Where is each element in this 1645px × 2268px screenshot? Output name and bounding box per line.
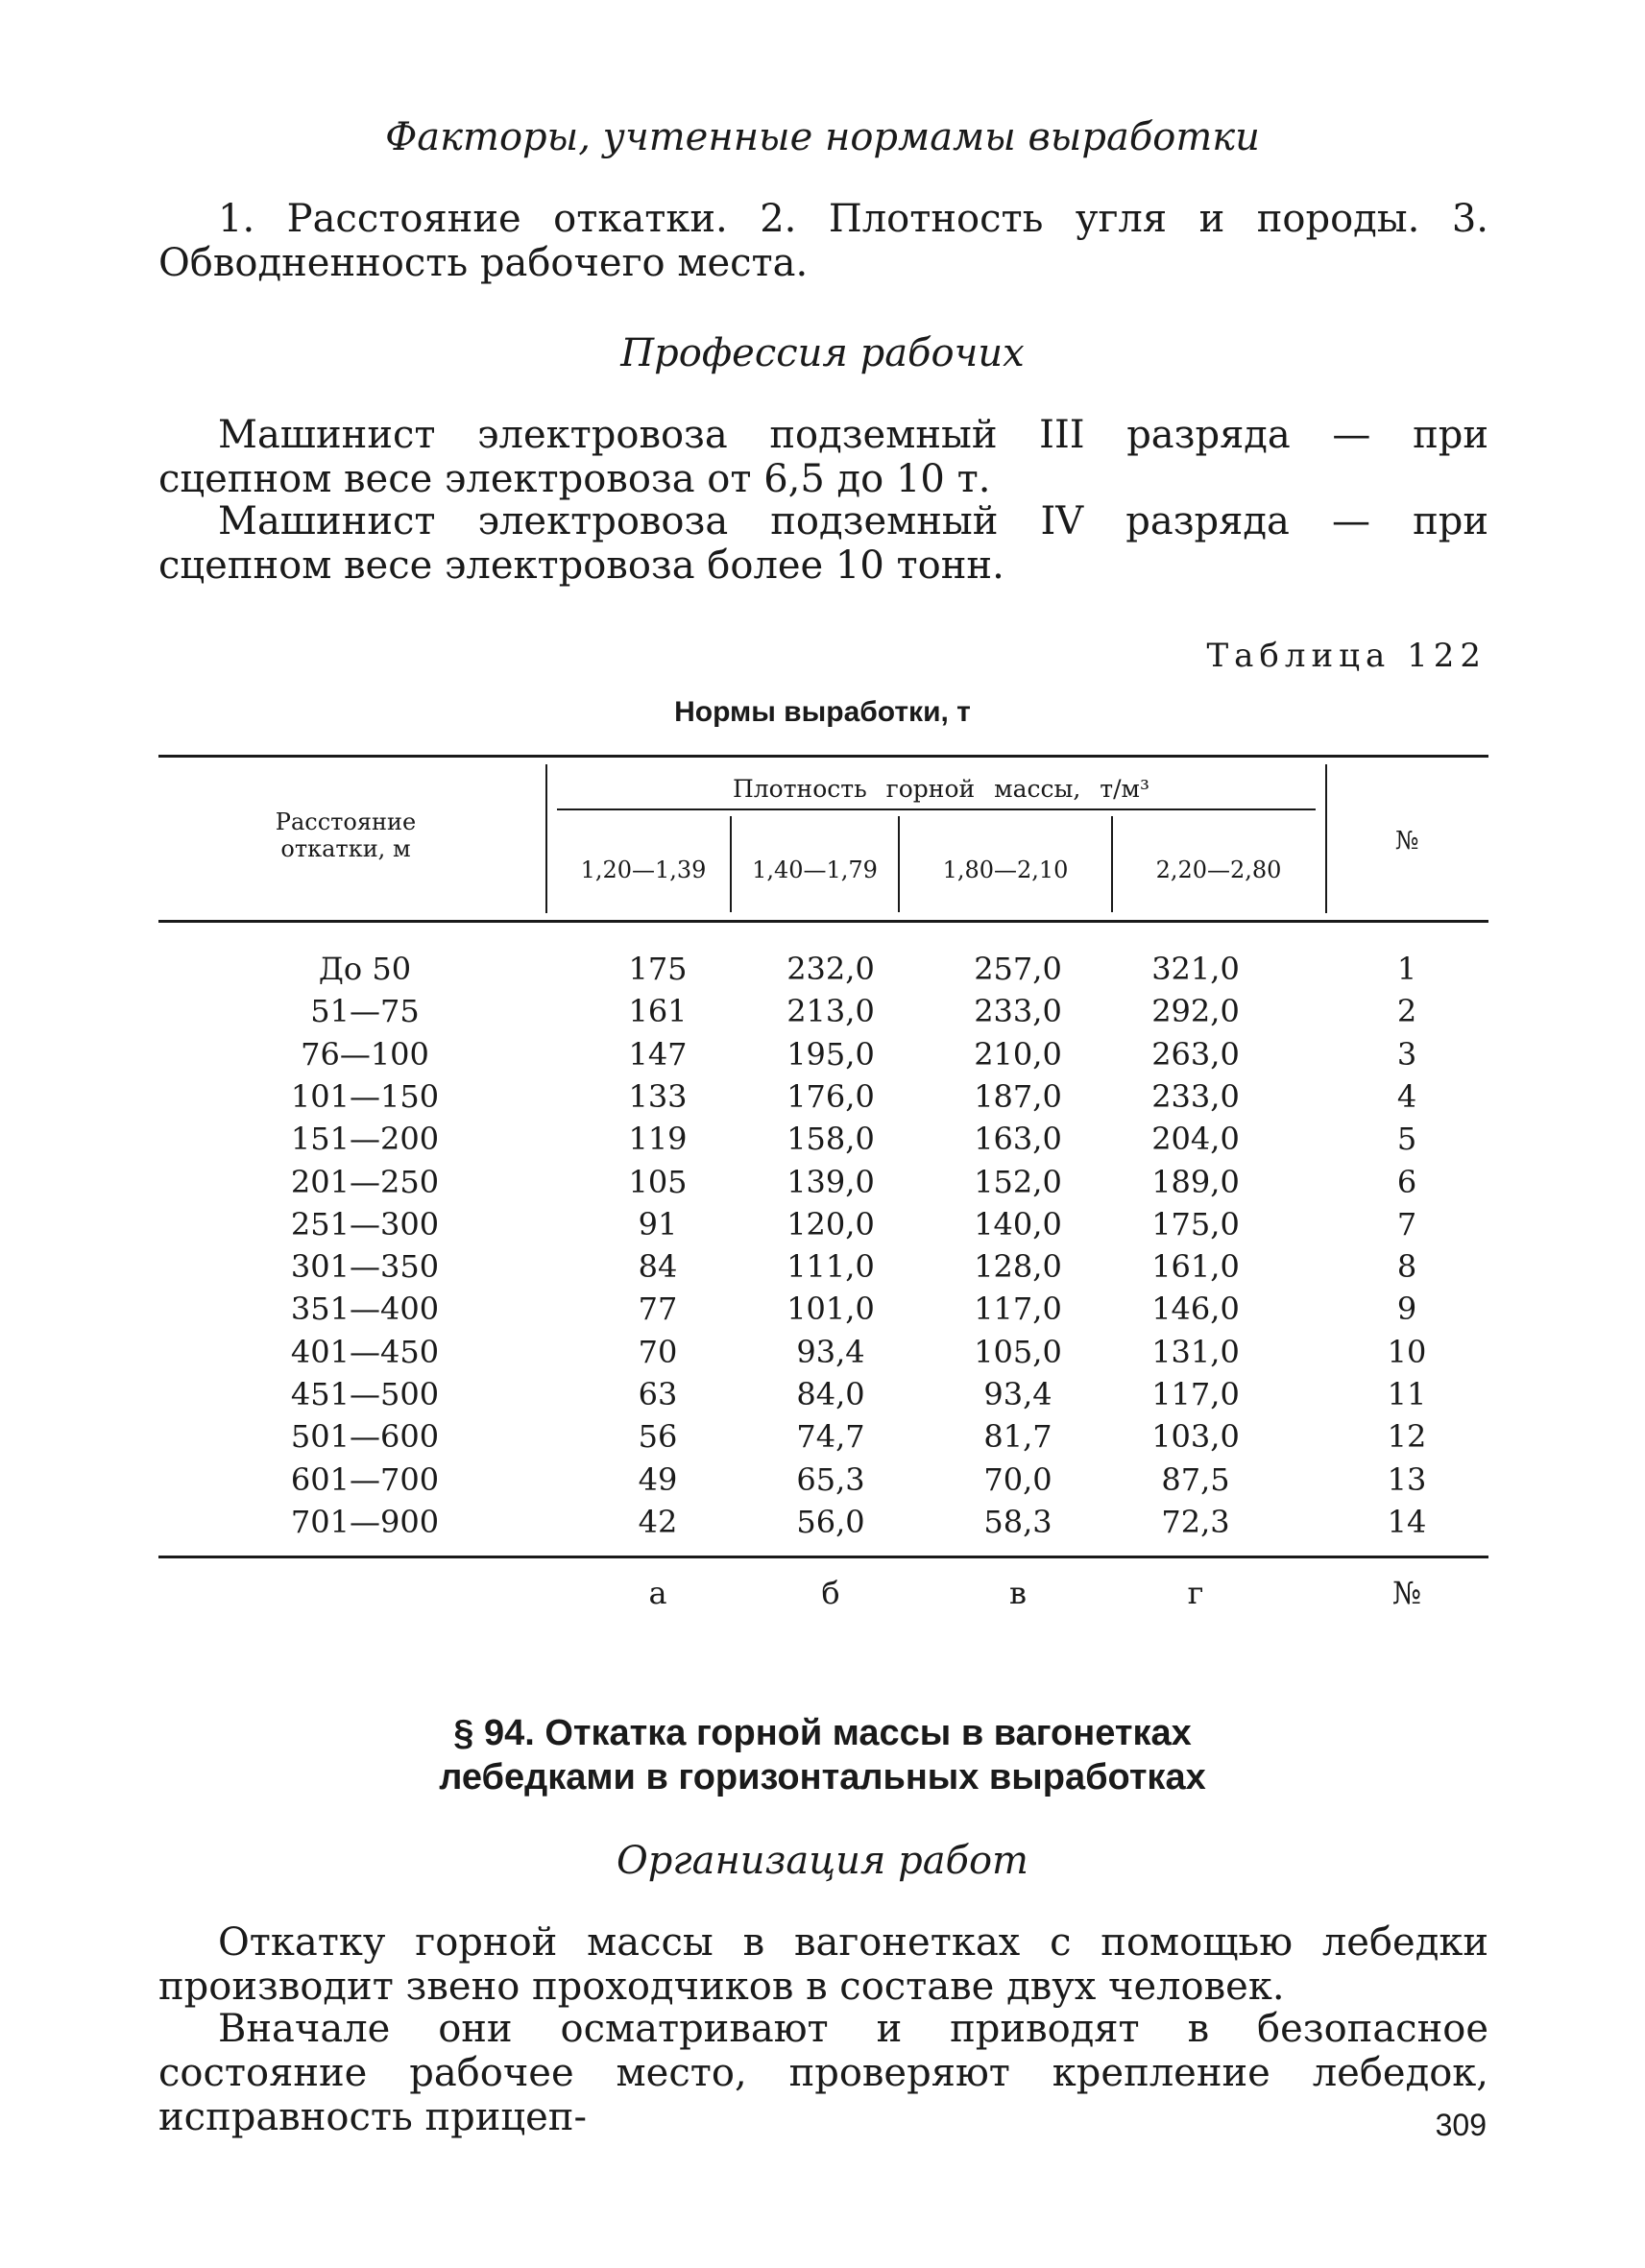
cell-density-4: 204,0 — [1151, 1121, 1240, 1158]
cell-distance: 601—700 — [290, 1460, 440, 1498]
cell-density-2: 65,3 — [796, 1460, 865, 1498]
cell-no: 3 — [1396, 1035, 1417, 1073]
density-group-header: Плотность горной массы, т/м³ — [732, 775, 1149, 803]
cell-density-1: 161 — [628, 993, 688, 1030]
cell-distance: 251—300 — [290, 1205, 440, 1243]
profession-p2 — [158, 499, 1488, 588]
cell-density-4: 117,0 — [1151, 1376, 1240, 1412]
cell-distance: 501—600 — [290, 1418, 440, 1456]
table-title: Нормы выработки, т — [674, 696, 971, 728]
cell-distance: 51—75 — [310, 993, 420, 1030]
cell-density-1: 77 — [638, 1291, 678, 1328]
cell-density-1: 42 — [638, 1503, 678, 1540]
col-distance-header: Расстояние откатки, м — [275, 808, 417, 862]
cell-density-3: 210,0 — [974, 1035, 1062, 1073]
cell-density-4: 131,0 — [1151, 1333, 1240, 1370]
table-row — [0, 1036, 1645, 1078]
density-group-rule — [557, 808, 1316, 810]
cell-density-4: 146,0 — [1151, 1291, 1240, 1328]
table-row — [0, 951, 1645, 993]
footer-b: б — [821, 1575, 840, 1611]
footer-v: в — [1008, 1575, 1027, 1611]
cell-density-3: 117,0 — [974, 1291, 1062, 1328]
cell-distance: 401—450 — [290, 1333, 440, 1370]
col-no-header: № — [1394, 827, 1419, 856]
cell-density-4: 161,0 — [1151, 1248, 1240, 1286]
cell-no: 1 — [1396, 951, 1417, 987]
organization-p1 — [158, 1920, 1488, 2009]
cell-density-3: 58,3 — [983, 1503, 1052, 1540]
cell-density-3: 81,7 — [983, 1418, 1052, 1456]
cell-density-1: 133 — [628, 1077, 688, 1115]
cell-distance: 76—100 — [301, 1035, 429, 1073]
factors-text-content: 1. Расстояние откатки. 2. Плотность угля и породы. 3. Обводненность рабочего места. — [158, 197, 1488, 285]
cell-density-3: 187,0 — [974, 1077, 1062, 1115]
cell-density-1: 63 — [638, 1376, 678, 1412]
table-row — [0, 993, 1645, 1035]
cell-no: 12 — [1387, 1418, 1427, 1456]
cell-density-1: 84 — [638, 1248, 678, 1286]
density-col-2: 1,40—1,79 — [752, 857, 878, 883]
cell-no: 8 — [1396, 1248, 1417, 1286]
table-bottom-rule — [158, 1556, 1488, 1558]
table-row — [0, 1121, 1645, 1163]
cell-density-2: 195,0 — [786, 1035, 875, 1073]
page-number: 309 — [1435, 2108, 1487, 2142]
cell-density-1: 70 — [638, 1333, 678, 1370]
cell-density-3: 152,0 — [974, 1163, 1062, 1200]
cell-density-2: 232,0 — [786, 951, 875, 987]
cell-distance: До 50 — [318, 951, 412, 987]
profession-heading: Профессия рабочих — [620, 331, 1025, 375]
cell-density-4: 72,3 — [1161, 1503, 1230, 1540]
table-row — [0, 1376, 1645, 1418]
table-row — [0, 1418, 1645, 1460]
cell-density-1: 105 — [628, 1163, 688, 1200]
cell-density-3: 257,0 — [974, 951, 1062, 987]
cell-no: 13 — [1387, 1460, 1427, 1498]
profession-p2-content: Машинист электровоза подземный IV разряда — при сцепном весе электровоза более 10 тонн. — [158, 499, 1488, 588]
organization-p1-content: Откатку горной массы в вагонетках с помощью лебедки производит звено проходчиков в составе двух человек. — [158, 1920, 1488, 2009]
cell-distance: 701—900 — [290, 1503, 440, 1540]
table-row — [0, 1334, 1645, 1376]
table-vline-1 — [545, 764, 547, 913]
table-row — [0, 1078, 1645, 1121]
density-col-3: 1,80—2,10 — [942, 857, 1069, 883]
section-94-heading-line1: § 94. Откатка горной массы в вагонетках — [453, 1713, 1192, 1753]
cell-density-3: 163,0 — [974, 1121, 1062, 1158]
cell-density-2: 139,0 — [786, 1163, 875, 1200]
cell-density-3: 140,0 — [974, 1205, 1062, 1243]
table-top-rule — [158, 755, 1488, 758]
footer-g: г — [1187, 1575, 1204, 1611]
cell-distance: 151—200 — [290, 1121, 440, 1158]
cell-distance: 101—150 — [290, 1077, 440, 1115]
table-label: Таблица 122 — [1206, 637, 1487, 675]
factors-heading: Факторы, учтенные нормамы выработки — [385, 115, 1260, 159]
cell-density-4: 87,5 — [1161, 1460, 1230, 1498]
cell-density-1: 119 — [628, 1121, 688, 1158]
cell-density-1: 147 — [628, 1035, 688, 1073]
table-row — [0, 1504, 1645, 1546]
cell-density-4: 175,0 — [1151, 1205, 1240, 1243]
cell-density-2: 176,0 — [786, 1077, 875, 1115]
profession-p1 — [158, 413, 1488, 501]
table-row — [0, 1461, 1645, 1504]
table-row — [0, 1206, 1645, 1248]
cell-density-1: 49 — [638, 1460, 678, 1498]
cell-no: 9 — [1396, 1291, 1417, 1328]
cell-distance: 201—250 — [290, 1163, 440, 1200]
factors-text — [158, 197, 1488, 285]
cell-no: 10 — [1387, 1333, 1427, 1370]
cell-distance: 301—350 — [290, 1248, 440, 1286]
section-94-heading — [0, 1711, 1645, 1799]
profession-p1-content: Машинист электровоза подземный III разряда — при сцепном весе электровоза от 6,5 до 10 т. — [158, 413, 1488, 501]
footer-no: № — [1391, 1575, 1422, 1611]
cell-no: 4 — [1396, 1077, 1417, 1115]
cell-density-2: 120,0 — [786, 1205, 875, 1243]
cell-density-4: 321,0 — [1151, 951, 1240, 987]
cell-density-2: 158,0 — [786, 1121, 875, 1158]
footer-a: а — [648, 1575, 667, 1611]
cell-density-2: 56,0 — [796, 1503, 865, 1540]
cell-no: 11 — [1387, 1376, 1427, 1412]
cell-density-4: 189,0 — [1151, 1163, 1240, 1200]
cell-density-2: 74,7 — [796, 1418, 865, 1456]
density-col-1: 1,20—1,39 — [580, 857, 707, 883]
cell-density-3: 128,0 — [974, 1248, 1062, 1286]
density-col-4: 2,20—2,80 — [1155, 857, 1282, 883]
cell-density-1: 175 — [628, 951, 688, 987]
cell-density-4: 292,0 — [1151, 993, 1240, 1030]
table-footer-row — [0, 1575, 1645, 1617]
cell-density-3: 233,0 — [974, 993, 1062, 1030]
cell-no: 14 — [1387, 1503, 1427, 1540]
cell-distance: 451—500 — [290, 1376, 440, 1412]
organization-p2 — [158, 2007, 1488, 2139]
cell-density-2: 213,0 — [786, 993, 875, 1030]
cell-density-2: 111,0 — [786, 1248, 875, 1286]
cell-density-1: 56 — [638, 1418, 678, 1456]
cell-density-2: 84,0 — [796, 1376, 865, 1412]
cell-density-4: 233,0 — [1151, 1077, 1240, 1115]
table-header-rule — [158, 920, 1488, 923]
organization-heading: Организация работ — [617, 1839, 1028, 1883]
cell-density-3: 70,0 — [983, 1460, 1052, 1498]
table-vline-5 — [1325, 764, 1327, 913]
cell-no: 7 — [1396, 1205, 1417, 1243]
table-row — [0, 1164, 1645, 1206]
organization-p2-content: Вначале они осматривают и приводят в безопасное состояние рабочее место, проверяют крепление лебедок, исправность прицеп- — [158, 2007, 1488, 2139]
cell-distance: 351—400 — [290, 1291, 440, 1328]
table-row — [0, 1248, 1645, 1291]
cell-no: 5 — [1396, 1121, 1417, 1158]
cell-density-2: 93,4 — [796, 1333, 865, 1370]
cell-density-3: 105,0 — [974, 1333, 1062, 1370]
cell-density-2: 101,0 — [786, 1291, 875, 1328]
cell-no: 2 — [1396, 993, 1417, 1030]
cell-density-4: 103,0 — [1151, 1418, 1240, 1456]
section-94-heading-line2: лебедками в горизонтальных выработках — [439, 1757, 1206, 1798]
cell-density-4: 263,0 — [1151, 1035, 1240, 1073]
cell-no: 6 — [1396, 1163, 1417, 1200]
cell-density-3: 93,4 — [983, 1376, 1052, 1412]
table-row — [0, 1291, 1645, 1333]
cell-density-1: 91 — [638, 1205, 678, 1243]
